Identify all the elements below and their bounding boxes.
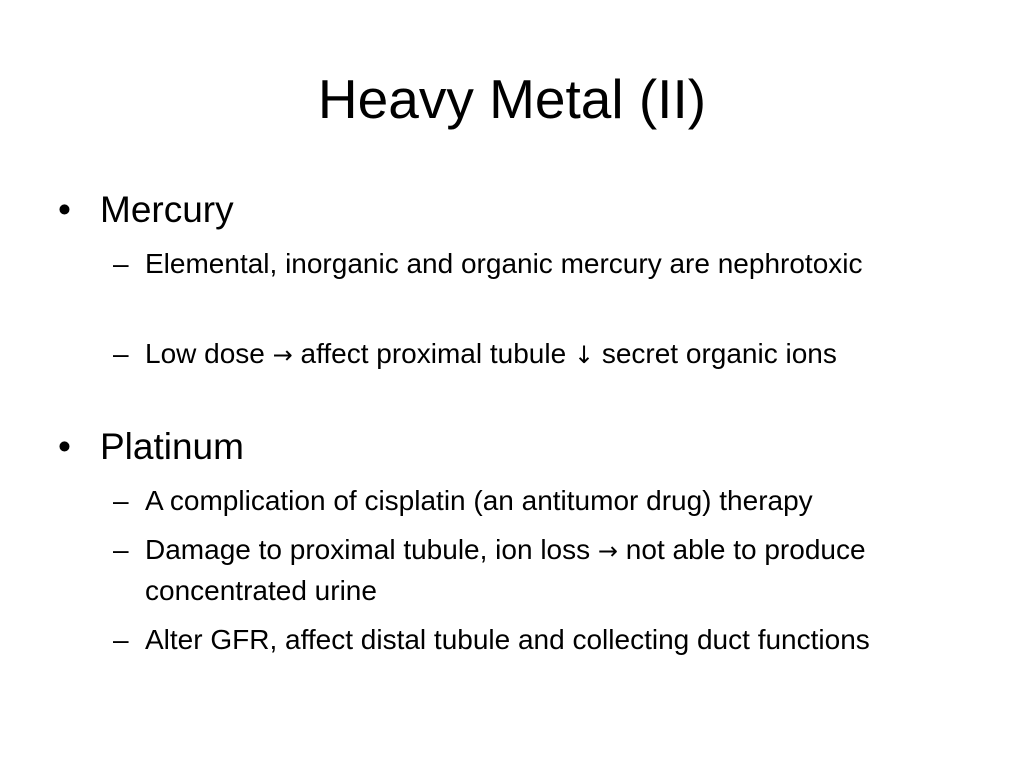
right-arrow-icon: → — [597, 537, 619, 565]
bullet-platinum — [58, 426, 980, 468]
sub-bullet-marker: – — [113, 624, 129, 655]
sub-bullet-text-part: affect proximal tubule — [292, 338, 574, 369]
bullet-marker: • — [58, 426, 71, 467]
sub-bullet-text-part: secret organic ions — [594, 338, 837, 369]
sub-bullet-text: Elemental, inorganic and organic mercury are nephrotoxic — [145, 248, 863, 279]
sub-bullet-marker: – — [113, 485, 129, 516]
sub-bullet-platinum-cisplatin — [113, 481, 975, 520]
bullet-label: Platinum — [100, 426, 244, 467]
bullet-marker: • — [58, 189, 71, 230]
sub-bullet-text-part: Damage to proximal tubule, ion loss — [145, 534, 598, 565]
sub-bullet-mercury-nephrotoxic — [113, 244, 975, 283]
right-arrow-icon: → — [272, 341, 293, 369]
sub-bullet-marker: – — [113, 534, 129, 565]
sub-bullet-text: Alter GFR, affect distal tubule and collecting duct functions — [145, 624, 870, 655]
bullet-mercury — [58, 189, 980, 231]
sub-bullet-marker: – — [113, 338, 129, 369]
sub-bullet-platinum-gfr — [113, 620, 975, 659]
down-arrow-icon: ↓ — [573, 341, 595, 369]
slide-title: Heavy Metal (II) — [317, 68, 707, 130]
sub-bullet-platinum-damage — [113, 530, 975, 610]
sub-bullet-marker: – — [113, 248, 129, 279]
sub-bullet-text-part: not able to produce concentrated urine — [145, 534, 866, 606]
bullet-label: Mercury — [100, 189, 234, 230]
sub-bullet-mercury-low-dose — [113, 334, 975, 375]
sub-bullet-text: A complication of cisplatin (an antitumor drug) therapy — [145, 485, 813, 516]
sub-bullet-text-part: Low dose — [145, 338, 273, 369]
